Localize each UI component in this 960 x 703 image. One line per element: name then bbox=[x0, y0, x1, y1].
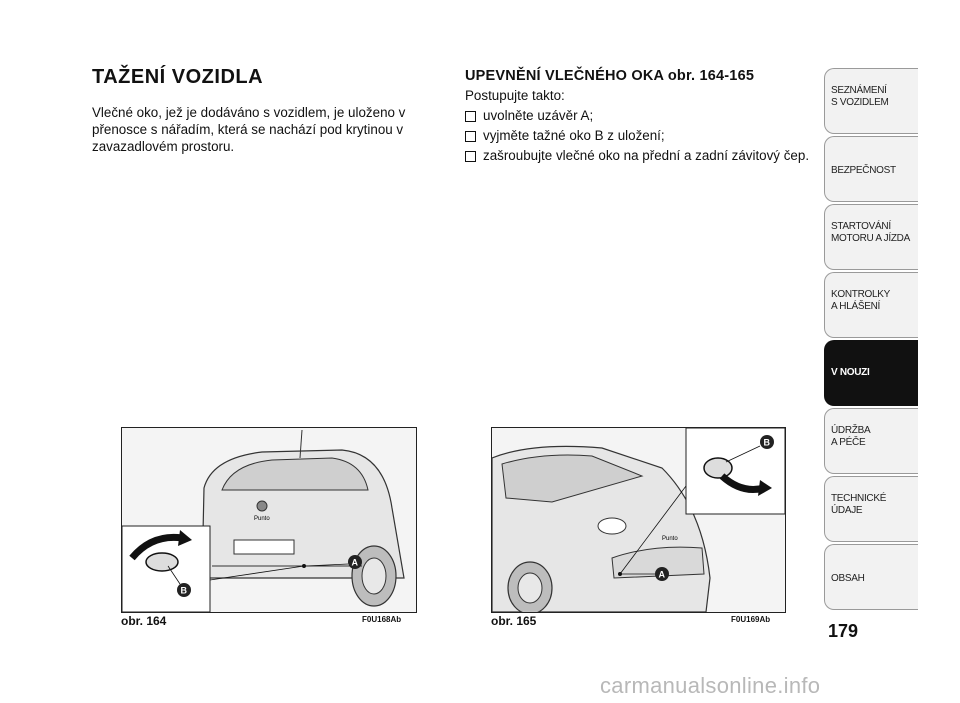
tab-label: KONTROLKY bbox=[831, 289, 890, 300]
subsection-title bbox=[465, 68, 754, 84]
tab-startovani[interactable] bbox=[824, 204, 918, 270]
steps-intro: Postupujte takto: bbox=[465, 88, 565, 103]
step-text: zašroubujte vlečné oko na přední a zadní závitový čep. bbox=[483, 148, 810, 163]
tab-obsah[interactable] bbox=[824, 544, 918, 610]
label-a: A bbox=[351, 557, 358, 568]
tab-udrzba[interactable] bbox=[824, 408, 918, 474]
figure-164-caption: obr. 164 bbox=[121, 614, 167, 628]
page-number: 179 bbox=[828, 621, 859, 641]
figure-165 bbox=[491, 427, 786, 613]
label-a: A bbox=[658, 569, 665, 580]
steps-list bbox=[465, 106, 809, 166]
tab-label-line2: S VOZIDLEM bbox=[831, 97, 889, 108]
tab-label-line2: MOTORU A JÍZDA bbox=[831, 233, 910, 244]
car-badge: Punto bbox=[662, 536, 678, 542]
tab-v-nouzi[interactable] bbox=[824, 340, 918, 406]
figure-165-code: F0U169Ab bbox=[731, 615, 771, 624]
list-item bbox=[465, 126, 809, 146]
tab-technicke[interactable] bbox=[824, 476, 918, 542]
subsection-title-text: UPEVNĚNÍ VLEČNÉHO OKA bbox=[465, 68, 664, 84]
tab-label: STARTOVÁNÍ bbox=[831, 221, 891, 232]
tab-label: OBSAH bbox=[831, 573, 865, 584]
tab-label-line2: A PÉČE bbox=[831, 437, 866, 448]
watermark: carmanualsonline.info bbox=[600, 673, 821, 698]
step-text: uvolněte uzávěr A; bbox=[483, 108, 594, 123]
figure-164-code: F0U168Ab bbox=[362, 615, 402, 624]
tab-label-line2: ÚDAJE bbox=[831, 505, 863, 516]
step-text: vyjměte tažné oko B z uložení; bbox=[483, 128, 665, 143]
tab-seznameni[interactable] bbox=[824, 68, 918, 134]
checkbox-bullet-icon bbox=[465, 151, 476, 162]
tab-label: V NOUZI bbox=[831, 367, 870, 378]
list-item bbox=[465, 146, 809, 166]
tab-kontrolky[interactable] bbox=[824, 272, 918, 338]
car-badge: Punto bbox=[254, 516, 270, 522]
label-b: B bbox=[763, 437, 770, 448]
rear-car-illustration bbox=[122, 428, 416, 612]
tab-label: SEZNÁMENÍ bbox=[831, 85, 887, 96]
figure-165-caption: obr. 165 bbox=[491, 614, 537, 628]
tab-label: TECHNICKÉ bbox=[831, 493, 887, 504]
section-title: TAŽENÍ VOZIDLA bbox=[92, 66, 264, 88]
list-item bbox=[465, 106, 809, 126]
tab-label-line2: A HLÁŠENÍ bbox=[831, 301, 880, 312]
figure-164 bbox=[121, 427, 417, 613]
section-paragraph: Vlečné oko, jež je dodáváno s vozidlem, je uloženo v přenosce s nářadím, která se nachází pod krytinou v zavazadlovém prostoru. bbox=[92, 105, 406, 154]
checkbox-bullet-icon bbox=[465, 131, 476, 142]
label-b: B bbox=[180, 585, 187, 596]
front-car-illustration bbox=[492, 428, 785, 612]
tab-label: BEZPEČNOST bbox=[831, 165, 896, 176]
tab-bezpecnost[interactable] bbox=[824, 136, 918, 202]
tab-label: ÚDRŽBA bbox=[831, 425, 871, 436]
figure-reference: obr. 164-165 bbox=[667, 68, 755, 84]
checkbox-bullet-icon bbox=[465, 111, 476, 122]
